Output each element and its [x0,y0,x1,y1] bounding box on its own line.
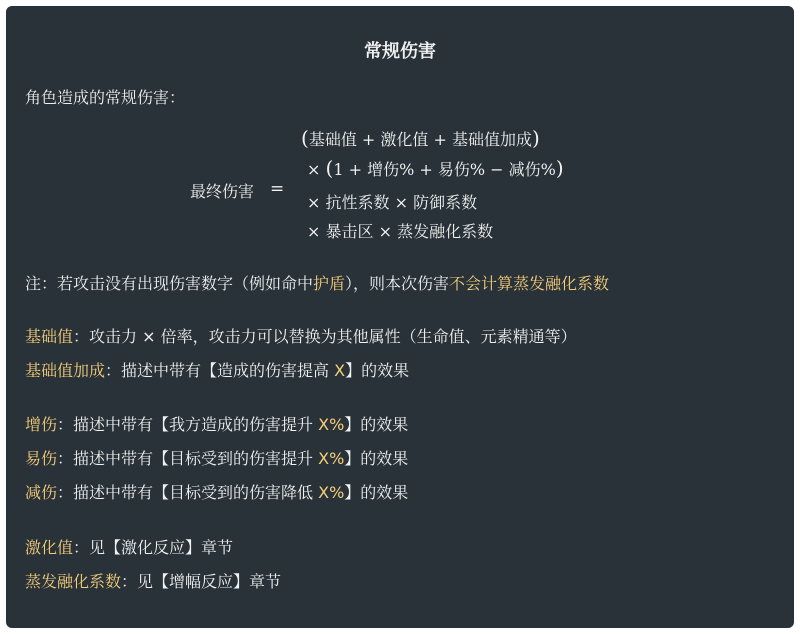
def-base [25,324,577,347]
content-card [6,6,794,628]
formula-line-1 [301,126,540,150]
def-dmg-reduction [25,480,408,503]
formula-line-1-text: 基础值 + 激化值 + 基础值加成 [308,130,532,149]
def-x-value: X% [318,483,345,502]
def-base-bonus [25,358,409,381]
def-desc: ：见【增幅反应】章节 [121,572,282,591]
def-desc: ：描述中带有【目标受到的伤害提升 [57,449,319,468]
note-text [25,271,609,294]
formula-paren-open: ( [325,156,334,180]
note-part-2: ），则本次伤害 [345,274,450,293]
def-x-value: X% [318,449,345,468]
def-vulnerability [25,446,408,469]
def-dmg-increase [25,412,408,435]
def-desc: ：攻击力 × 倍率，攻击力可以替换为其他属性（生命值、元素精通等） [73,327,577,346]
formula-line-4: × 暴击区 × 蒸发融化系数 [307,222,494,241]
formula-lhs: 最终伤害 [190,182,255,201]
def-desc-end: 】的效果 [344,449,409,468]
def-desc-end: 】的效果 [345,361,410,380]
def-desc: ：见【激化反应】章节 [73,538,234,557]
def-x-value: X [334,361,346,380]
def-catalyze [25,535,233,558]
def-term: 基础值 [25,327,74,346]
def-desc-end: 】的效果 [344,415,409,434]
def-term: 基础值加成 [25,361,106,380]
def-term: 激化值 [25,538,74,557]
formula-line-3: × 抗性系数 × 防御系数 [307,193,478,212]
def-term: 增伤 [25,415,58,434]
intro-text: 角色造成的常规伤害： [25,88,186,107]
def-x-value: X% [318,415,345,434]
def-term: 易伤 [25,449,58,468]
def-desc: ：描述中带有【我方造成的伤害提升 [57,415,319,434]
formula-equals: = [270,179,285,199]
def-term: 蒸发融化系数 [25,572,122,591]
page-title: 常规伤害 [364,41,436,62]
def-amplify [25,569,281,592]
formula-times: × [307,160,326,179]
def-desc-end: 】的效果 [344,483,409,502]
def-desc: ：描述中带有【目标受到的伤害降低 [57,483,319,502]
formula-line-2 [307,156,564,180]
note-highlight-no-amp: 不会计算蒸发融化系数 [449,274,610,293]
formula-paren-close: ) [555,156,564,180]
formula-paren-close: ) [531,126,540,150]
def-term: 减伤 [25,483,58,502]
formula-paren-open: ( [301,126,309,150]
note-highlight-shield: 护盾 [313,274,346,293]
note-part-1: 注：若攻击没有出现伤害数字（例如命中 [25,274,314,293]
def-desc: ：描述中带有【造成的伤害提高 [105,361,335,380]
formula-line-2-text: 1 + 增伤% + 易伤% − 减伤% [333,160,556,179]
